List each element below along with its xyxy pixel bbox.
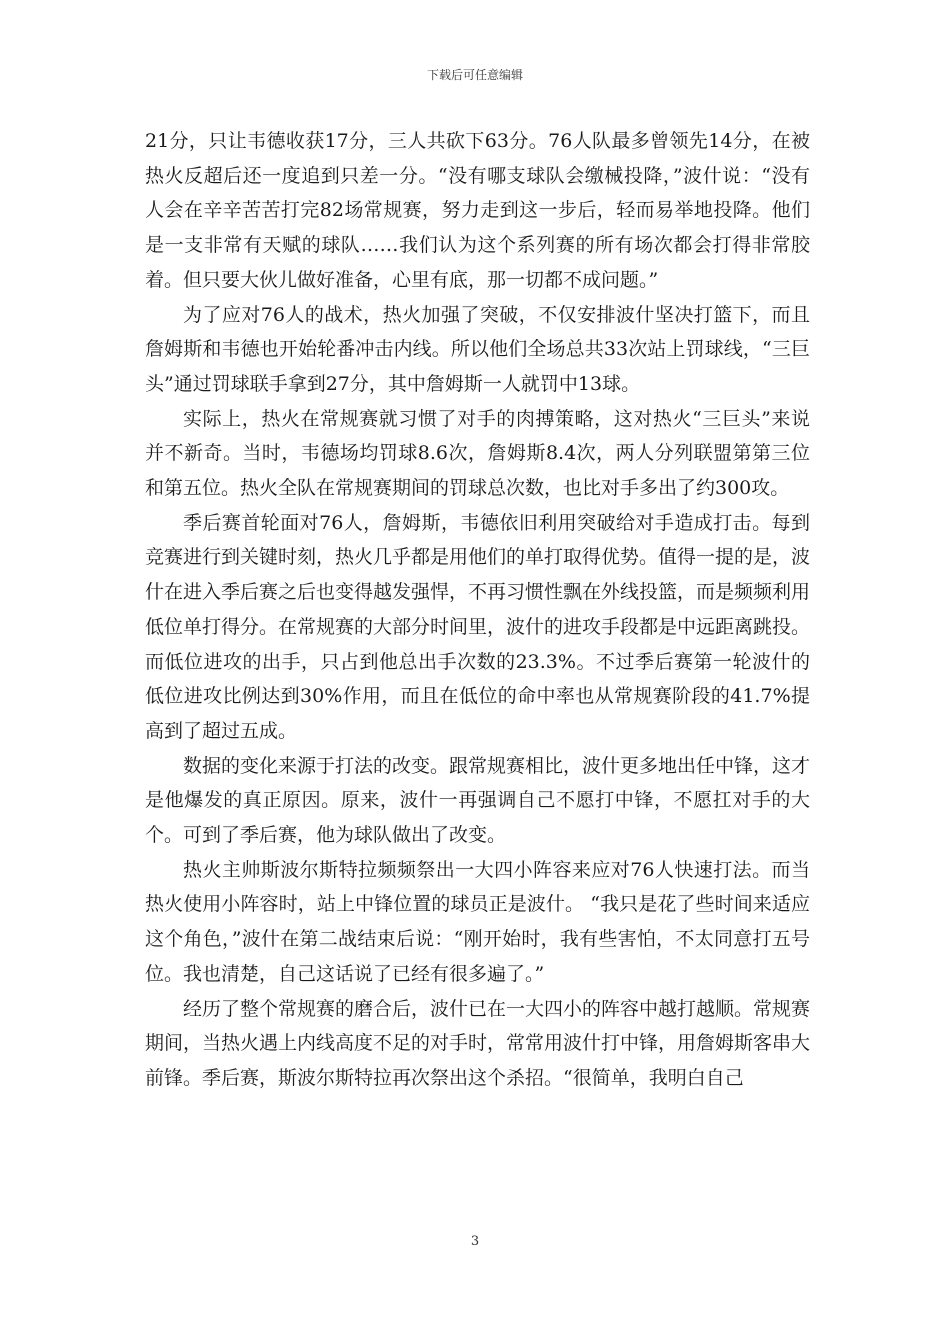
paragraph-continuation: 21分，只让韦德收获17分，三人共砍下63分。76人队最多曾领先14分，在被热火反超后还一度追到只差一分。“没有哪支球队会缴械投降，”波什说：“没有人会在辛辛苦苦打完82场常规赛，努力走到这一步后，轻而易举地投降。他们是一支非常有天赋的球队……我们认为这个系列赛的所有场次都会打得非常胶着。但只要大伙儿做好准备，心里有底，那一切都不成问题。” [145,130,810,291]
paragraph: 季后赛首轮面对76人，詹姆斯，韦德依旧利用突破给对手造成打击。每到竞赛进行到关键时刻，热火几乎都是用他们的单打取得优势。值得一提的是，波什在进入季后赛之后也变得越发强悍，不再习惯性飘在外线投篮，而是频频利用低位单打得分。在常规赛的大部分时间里，波什的进攻手段都是中远距离跳投。而低位进攻的出手，只占到他总出手次数的23.3%。不过季后赛第一轮波什的低位进攻比例达到30%作用，而且在低位的命中率也从常规赛阶段的41.7%提高到了超过五成。 [145,511,811,742]
paragraph: 数据的变化来源于打法的改变。跟常规赛相比，波什更多地出任中锋，这才是他爆发的真正原因。原来，波什一再强调自己不愿打中锋，不愿扛对手的大个。可到了季后赛，他为球队做出了改变。 [145,754,811,847]
paragraph: 为了应对76人的战术，热火加强了突破，不仅安排波什坚决打篮下，而且詹姆斯和韦德也开始轮番冲击内线。所以他们全场总共33次站上罚球线，“三巨头”通过罚球联手拿到27分，其中詹姆斯一人就罚中13球。 [145,303,810,395]
document-body [145,124,810,1096]
paragraph: 实际上，热火在常规赛就习惯了对手的肉搏策略，这对热火“三巨头”来说并不新奇。当时，韦德场均罚球8.6次，詹姆斯8.4次，两人分列联盟第第三位和第五位。热火全队在常规赛期间的罚球总次数，也比对手多出了约300攻。 [145,407,810,500]
paragraph: 热火主帅斯波尔斯特拉频频祭出一大四小阵容来应对76人快速打法。而当热火使用小阵容时，站上中锋位置的球员正是波什。 “我只是花了些时间来适应这个角色，”波什在第二战结束后说：“刚开始时，我有些害怕，不太同意打五号位。我也清楚，自己这话说了已经有很多遍了。” [145,858,810,985]
page-header: 下载后可任意编辑 [426,68,523,82]
page-number: 3 [470,1234,480,1249]
paragraph: 经历了整个常规赛的磨合后，波什已在一大四小的阵容中越打越顺。常规赛期间，当热火遇上内线高度不足的对手时，常常用波什打中锋，用詹姆斯客串大前锋。季后赛，斯波尔斯特拉再次祭出这个杀招。“很简单，我明白自己 [145,997,811,1089]
